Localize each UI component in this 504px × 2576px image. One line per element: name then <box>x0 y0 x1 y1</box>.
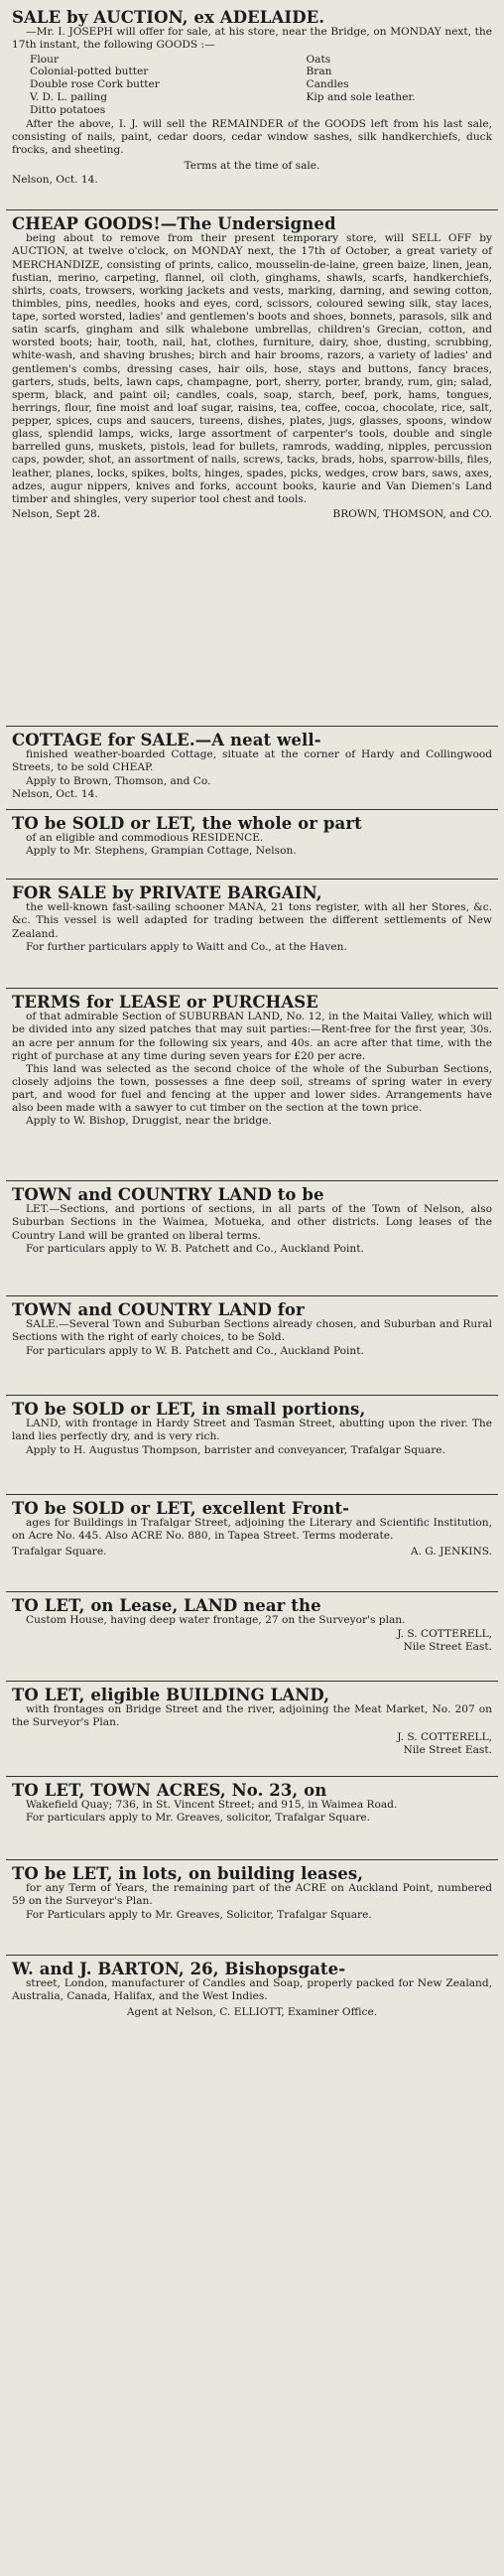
ad-date: Nelson, Oct. 14. <box>12 787 98 800</box>
ad-date: Nelson, Oct. 14. <box>12 173 98 186</box>
ad-apply: For particulars apply to Mr. Greaves, solicitor, Trafalgar Square. <box>26 1812 371 1825</box>
ad-signature: BROWN, THOMSON, and CO. <box>332 507 492 520</box>
ad-body-2: This land was selected as the second choice of the whole of the Suburban Sections, closely adjoins the town, possesses a fine deep soil, streams of spring water in every part, and wood for fuel and fencing at the upper and lower sides. Arrangements have also been made with a sawyer to cut timber on the section at the town price. <box>12 1062 492 1115</box>
ad-residence <box>6 810 498 880</box>
ad-heading: TO LET, TOWN ACRES, No. 23, on <box>12 1781 327 1800</box>
goods-item: Double rose Cork butter <box>30 78 160 91</box>
ad-apply: For particulars apply to W. B. Patchett and Co., Auckland Point. <box>26 1242 364 1255</box>
ad-heading: W. and J. BARTON, 26, Bishopsgate- <box>12 1960 346 1978</box>
ad-address: Nile Street East. <box>403 1641 492 1654</box>
ad-schooner-mana <box>6 880 498 989</box>
ad-body: LET.—Sections, and portions of sections, in all parts of the Town of Nelson, also Suburban Sections in the Waimea, Motueka, and other districts. Long leases of the Country Land will be granted on liberal terms. <box>12 1203 492 1242</box>
ad-signature: A. G. JENKINS. <box>410 1545 492 1558</box>
ad-body: of an eligible and commodious RESIDENCE. <box>26 832 264 845</box>
goods-item: Candles <box>306 78 349 91</box>
ad-heading: TERMS for LEASE or PURCHASE <box>12 993 318 1012</box>
ad-town-country-let <box>6 1181 498 1296</box>
ad-building-leases <box>6 1860 498 1956</box>
ad-heading: TO LET, on Lease, LAND near the <box>12 1596 321 1615</box>
goods-item: Bran <box>306 66 332 78</box>
ad-body: Wakefield Quay; 736, in St. Vincent Street; and 915, in Waimea Road. <box>26 1799 398 1812</box>
goods-item: Ditto potatoes <box>30 104 106 117</box>
ad-heading: TO be SOLD or LET, the whole or part <box>12 814 362 833</box>
ad-lease-custom-house <box>6 1592 498 1682</box>
ad-apply: For particulars apply to W. B. Patchett and Co., Auckland Point. <box>26 1344 364 1357</box>
goods-column-left <box>30 54 291 118</box>
ad-terms: Terms at the time of sale. <box>184 159 320 172</box>
ad-body: LAND, with frontage in Hardy Street and Tasman Street, abutting upon the river. The land lies perfectly dry, and is very rich. <box>12 1418 492 1443</box>
goods-item: V. D. L. pailing <box>30 91 108 104</box>
ad-heading: SALE by AUCTION, ex ADELAIDE. <box>12 8 325 27</box>
goods-item: Colonial-potted butter <box>30 66 149 78</box>
ad-heading: TO be SOLD or LET, in small portions, <box>12 1400 366 1419</box>
ad-body: with frontages on Bridge Street and the river, adjoining the Meat Market, No. 207 on the Surveyor's Plan. <box>12 1703 492 1729</box>
ad-heading: COTTAGE for SALE.—A neat well- <box>12 731 321 749</box>
ad-signature: J. S. COTTERELL, <box>397 1628 492 1641</box>
ad-body: SALE.—Several Town and Suburban Sections already chosen, and Suburban and Rural Sections with the right of early choices, to be Sold. <box>12 1318 492 1344</box>
ad-small-portions <box>6 1396 498 1495</box>
ad-signature-line <box>12 1546 492 1558</box>
ad-apply: Apply to Mr. Stephens, Grampian Cottage, Nelson. <box>26 845 297 858</box>
ad-body: being about to remove from their present temporary store, will SELL OFF by AUCTION, at twelve o'clock, on MONDAY next, the 17th of October, a great variety of MERCHANDIZE, consisting of prints, calico, mousselin-de-laine, green baize, linen, jean, fustian, merino, carpeting, flannel, oil cloth, ginghams, shawls, scarfs, handkerchiefs, shirts, coats, trowsers, working jackets and vests, marking, darning, and sewing cotton, thimbles, pins, needles, hooks and eyes, cord, scissors, coloured sewing silk, stay laces, tape, sorted worsted, ladies' and gentlemen's boots and shoes, bonnets, parasols, silk and satin scarfs, gingham and silk whalebone umbrellas, children's Grecian, cotton, and worsted boots; hair, tooth, nail, hat, clothes, furniture, dairy, shoe, dusting, scrubbing, white-wash, and shaving brushes; birch and hair brooms, razors, a variety of ladies' and gentlemen's combs, dressing cases, hair oils, hose, stays and buttons, fancy braces, garters, studs, belts, lawn caps, champagne, port, sherry, porter, brandy, rum, gin; salad, sperm, black, and paint oil; candles, coals, soap, starch, beef, pork, hams, tongues, herrings, flour, fine moist and loaf sugar, raisins, tea, coffee, cocoa, chocolate, rice, salt, pepper, spices, cups and saucers, tureens, dishes, plates, jugs, glasses, spoons, window glass, splendid lamps, wicks, large assortment of carpenter's tools, double and single barrelled guns, muskets, pistols, lead for bullets, ramrods, wadding, nipples, percussion caps, powder, shot, an assortment of nails, screws, tacks, brads, hobs, sparrow-bills, files, leather, planes, locks, spikes, bolts, hinges, spades, picks, wedges, crow bars, saws, axes, adzes, augur nippers, knives and forks, account books, kaurie and Van Diemen's Land timber and shingles, very superior tool chest and tools. <box>12 232 492 505</box>
advertisement-column <box>6 0 498 2051</box>
ad-body: Custom House, having deep water frontage, 27 on the Surveyor's plan. <box>26 1614 406 1627</box>
ad-body: ages for Buildings in Trafalgar Street, adjoining the Literary and Scientific Institution, on Acre No. 445. Also ACRE No. 880, in Tapea Street. Terms moderate. <box>12 1517 492 1543</box>
goods-list <box>12 54 492 118</box>
ad-heading: TO be LET, in lots, on building leases, <box>12 1864 364 1883</box>
ad-signature-line <box>12 508 492 520</box>
ad-apply: For further particulars apply to Waitt and Co., at the Haven. <box>26 940 347 953</box>
ad-body: street, London, manufacturer of Candles and Soap, properly packed for New Zealand, Australia, Canada, Halifax, and the West Indies. <box>12 1977 492 2003</box>
ad-cheap-goods <box>6 210 498 727</box>
ad-body: of that admirable Section of SUBURBAN LAND, No. 12, in the Maitai Valley, which will be divided into any sized patches that may suit parties:—Rent-free for the first year, 30s. an acre per annum for the following six years, and 40s. an acre after that time, with the right of purchase at any time during seven years for £20 per acre. <box>12 1011 492 1062</box>
ad-body: the well-known fast-sailing schooner MANA, 21 tons register, with all her Stores, &c. &c. This vessel is well adapted for trading between the different settlements of New Zealand. <box>12 901 492 940</box>
ad-town-acres <box>6 1777 498 1860</box>
ad-frontages <box>6 1495 498 1592</box>
ad-auction-adelaide <box>6 4 498 210</box>
goods-item: Flour <box>30 53 60 66</box>
ad-apply: For Particulars apply to Mr. Greaves, Solicitor, Trafalgar Square. <box>26 1908 372 1921</box>
ad-town-country-sale <box>6 1296 498 1396</box>
ad-building-land <box>6 1682 498 1777</box>
goods-item: Oats <box>306 53 331 66</box>
goods-column-right <box>307 54 493 118</box>
ad-body: —Mr. I. JOSEPH will offer for sale, at his store, near the Bridge, on MONDAY next, the 17th instant, the following GOODS :— <box>12 26 492 52</box>
ad-date: Nelson, Sept 28. <box>12 507 101 520</box>
ad-heading: TO be SOLD or LET, excellent Front- <box>12 1499 350 1518</box>
ad-apply: Apply to Brown, Thomson, and Co. <box>26 774 211 787</box>
ad-suburban-land <box>6 989 498 1181</box>
ad-body: finished weather-boarded Cottage, situate at the corner of Hardy and Collingwood Streets, to be sold CHEAP. <box>12 748 492 774</box>
ad-agent: Agent at Nelson, C. ELLIOTT, Examiner Office. <box>126 2005 378 2018</box>
ad-signature: J. S. COTTERELL, <box>397 1730 492 1743</box>
ad-body: for any Term of Years, the remaining part of the ACRE on Auckland Point, numbered 59 on the Surveyor's Plan. <box>12 1882 492 1908</box>
ad-body-after: After the above, I. J. will sell the REMAINDER of the GOODS left from his last sale, consisting of nails, paint, cedar doors, cedar window sashes, silk handkerchiefs, duck frocks, and sheeting. <box>12 118 492 157</box>
ad-heading: CHEAP GOODS!—The Undersigned <box>12 214 336 233</box>
ad-cottage-for-sale <box>6 727 498 810</box>
ad-heading: TOWN and COUNTRY LAND to be <box>12 1185 324 1204</box>
ad-barton-candles <box>6 1956 498 2051</box>
ad-apply: Apply to W. Bishop, Druggist, near the bridge. <box>26 1115 272 1128</box>
ad-heading: FOR SALE by PRIVATE BARGAIN, <box>12 883 322 902</box>
ad-place: Trafalgar Square. <box>12 1545 107 1558</box>
ad-heading: TOWN and COUNTRY LAND for <box>12 1300 305 1319</box>
ad-apply: Apply to H. Augustus Thompson, barrister and conveyancer, Trafalgar Square. <box>26 1443 445 1456</box>
goods-item: Kip and sole leather. <box>306 91 416 104</box>
ad-address: Nile Street East. <box>403 1743 492 1756</box>
ad-heading: TO LET, eligible BUILDING LAND, <box>12 1686 330 1704</box>
